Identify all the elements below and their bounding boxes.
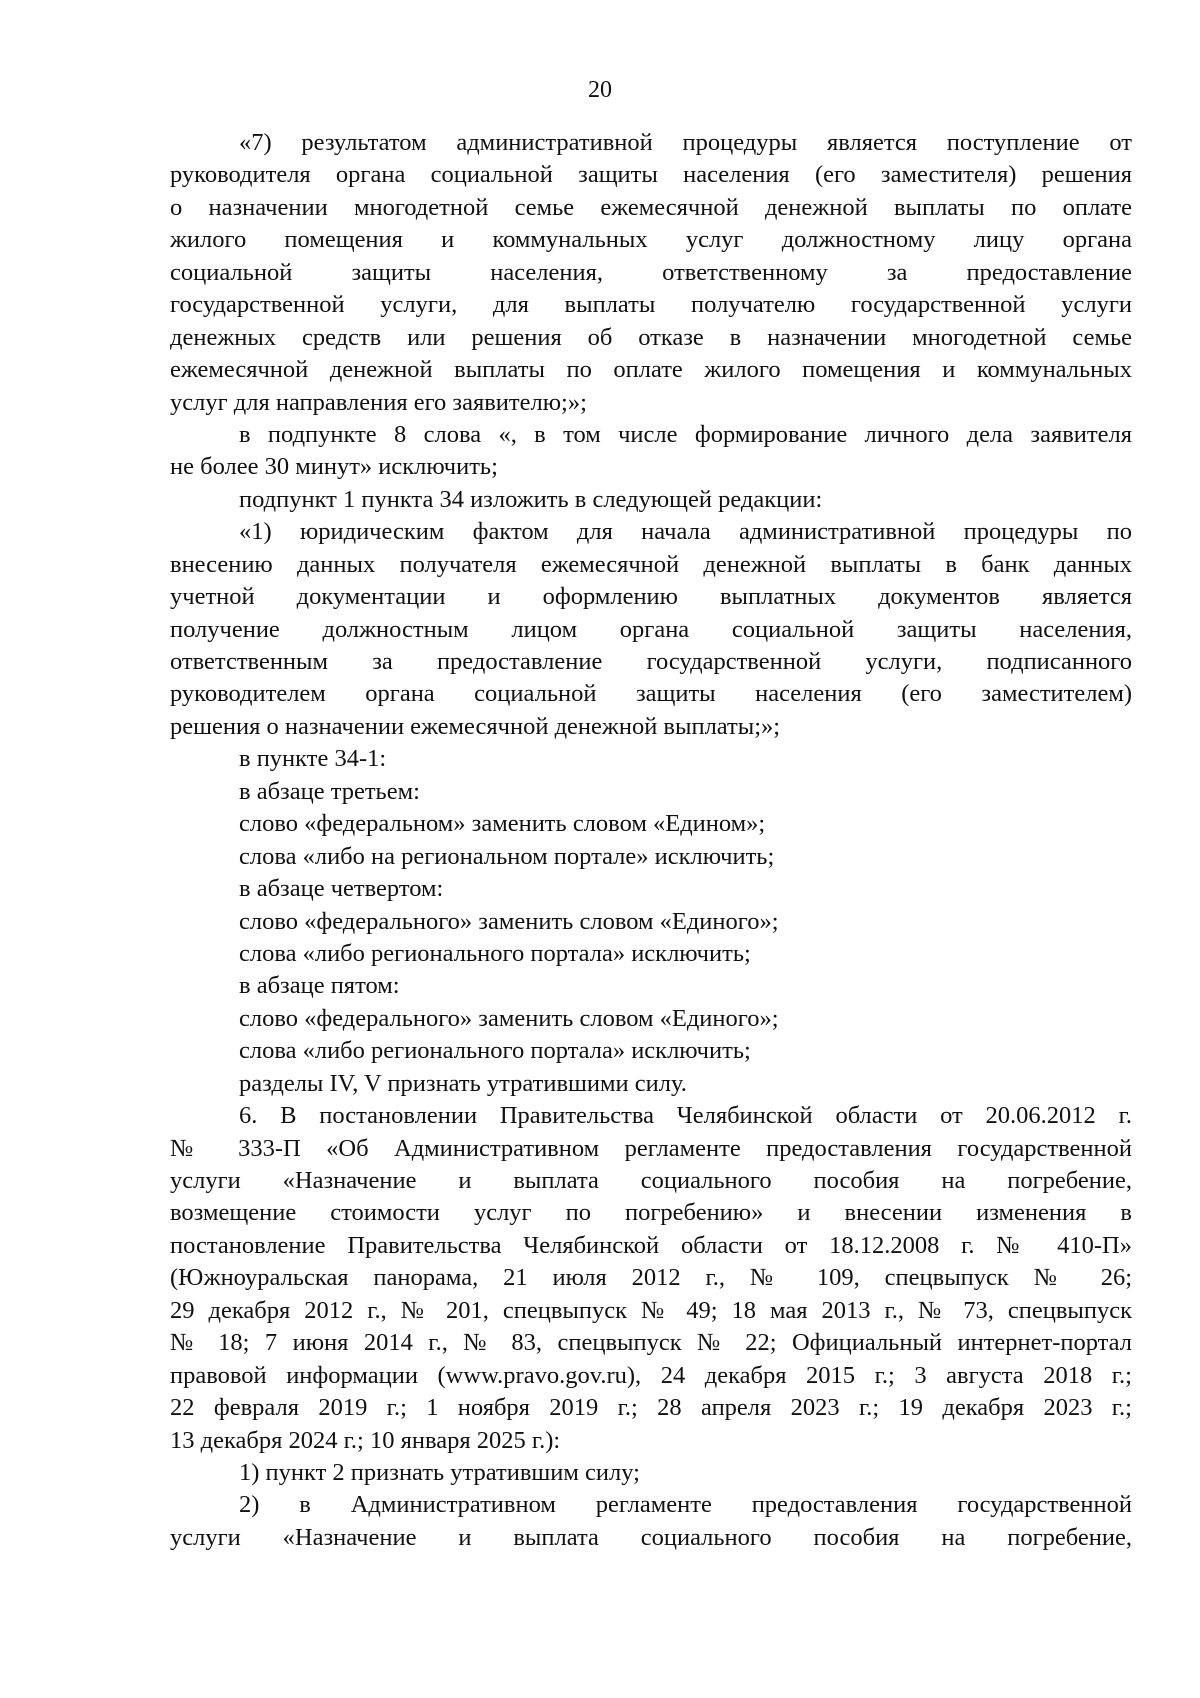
text-line: «7) результатом административной процедуры является поступление от <box>239 129 1132 156</box>
text-line: социальной защиты населения, ответственному за предоставление <box>170 258 1132 286</box>
text-line: государственной услуги, для выплаты получателю государственной услуги <box>170 291 1132 319</box>
text-line: подпункт 1 пункта 34 изложить в следующей редакции: <box>239 485 823 513</box>
text-line: слово «федерального» заменить словом «Единого»; <box>239 907 779 935</box>
text-line: (Южноуральская панорама, 21 июля 2012 г., № 109, спецвыпуск № 26; <box>170 1264 1132 1292</box>
text-line: 6. В постановлении Правительства Челябинской области от 20.06.2012 г. <box>239 1102 1132 1130</box>
text-line: денежных средств или решения об отказе в назначении многодетной семье <box>170 323 1132 351</box>
text-line: возмещение стоимости услуг по погребению» и внесении изменения в <box>170 1199 1132 1227</box>
text-line: слово «федерального» заменить словом «Единого»; <box>239 1004 779 1032</box>
text-line: в абзаце пятом: <box>239 972 400 1000</box>
text-line: слово «федеральном» заменить словом «Едином»; <box>239 810 766 838</box>
text-line: о назначении многодетной семье ежемесячной денежной выплаты по оплате <box>170 193 1132 221</box>
text-line: в подпункте 8 слова «, в том числе формирование личного дела заявителя <box>239 420 1132 448</box>
text-line: правовой информации (www.pravo.gov.ru), 24 декабря 2015 г.; 3 августа 2018 г.; <box>170 1361 1132 1389</box>
document-body <box>170 127 1132 1554</box>
page-number: 20 <box>588 77 612 103</box>
text-line: услуги «Назначение и выплата социального пособия на погребение, <box>170 1523 1132 1551</box>
text-line: 29 декабря 2012 г., № 201, спецвыпуск № 49; 18 мая 2013 г., № 73, спецвыпуск <box>170 1296 1132 1324</box>
text-line: в абзаце четвертом: <box>239 875 444 903</box>
text-line: внесению данных получателя ежемесячной денежной выплаты в банк данных <box>170 550 1132 578</box>
text-line: № 18; 7 июня 2014 г., № 83, спецвыпуск № 22; Официальный интернет-портал <box>170 1329 1132 1357</box>
text-line: 22 февраля 2019 г.; 1 ноября 2019 г.; 28 апреля 2023 г.; 19 декабря 2023 г.; <box>170 1394 1132 1422</box>
text-line: руководителя органа социальной защиты населения (его заместителя) решения <box>170 161 1132 189</box>
text-line: не более 30 минут» исключить; <box>170 453 498 481</box>
text-line: в пункте 34-1: <box>239 745 387 773</box>
text-line: 1) пункт 2 признать утратившим силу; <box>239 1458 640 1486</box>
text-line: слова «либо регионального портала» исключить; <box>239 939 751 967</box>
text-line: услуг для направления его заявителю;»; <box>170 388 587 416</box>
text-line: разделы IV, V признать утратившими силу. <box>239 1069 687 1097</box>
text-line: жилого помещения и коммунальных услуг должностному лицу органа <box>170 226 1132 254</box>
text-line: руководителем органа социальной защиты населения (его заместителем) <box>170 680 1132 708</box>
text-line: слова «либо регионального портала» исключить; <box>239 1037 751 1065</box>
text-line: «1) юридическим фактом для начала административной процедуры по <box>239 518 1132 546</box>
text-line: услуги «Назначение и выплата социального пособия на погребение, <box>170 1167 1132 1194</box>
text-line: 13 декабря 2024 г.; 10 января 2025 г.): <box>170 1426 561 1454</box>
text-line: 2) в Административном регламенте предоставления государственной <box>239 1491 1132 1519</box>
text-line: № 333-П «Об Административном регламенте предоставления государственной <box>170 1134 1132 1162</box>
text-line: в абзаце третьем: <box>239 777 420 805</box>
text-line: получение должностным лицом органа социальной защиты населения, <box>170 615 1132 643</box>
text-line: слова «либо на региональном портале» исключить; <box>239 842 775 870</box>
text-line: учетной документации и оформлению выплатных документов является <box>170 583 1132 611</box>
text-line: решения о назначении ежемесячной денежной выплаты;»; <box>170 712 781 740</box>
text-line: ежемесячной денежной выплаты по оплате жилого помещения и коммунальных <box>170 356 1132 384</box>
text-line: постановление Правительства Челябинской области от 18.12.2008 г. № 410-П» <box>170 1231 1132 1259</box>
text-line: ответственным за предоставление государственной услуги, подписанного <box>170 648 1132 675</box>
